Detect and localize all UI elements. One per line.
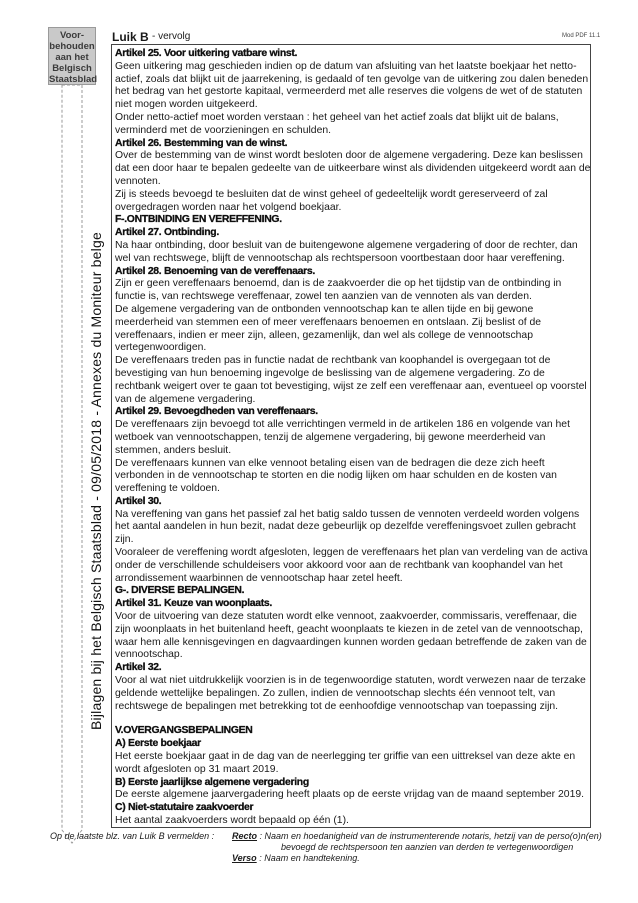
footer-instruction: Op de laatste blz. van Luik B vermelden : xyxy=(50,831,215,841)
stamp-line: aan het xyxy=(55,52,89,63)
article-heading: V.OVERGANGSBEPALINGEN xyxy=(115,725,253,737)
article-paragraph: Geen uitkering mag geschieden indien op de datum van afsluiting van het laatste boekjaar het netto-actief, zoals dat blijkt uit de jaarrekening, is gedaald of ten gevolge van de uitkering zou dalen beneden het bedrag van het gestorte kapitaal, vermeerderd met alle reserves die volgens de wet of de statuten niet mogen worden uitgekeerd. xyxy=(115,60,589,111)
article-paragraph: Vooraleer de vereffening wordt afgesloten, leggen de vereffenaars het plan van verdeling van de activa onder de verschillende schuldeisers voor akkoord voor aan de rechtbank van koophandel van het arrondissement waarbinnen de vennootschap haar zetel heeft. xyxy=(115,547,588,584)
article-paragraph: De eerste algemene jaarvergadering heeft plaats op de eerste vrijdag van de maand september 2019. xyxy=(115,789,585,801)
article-heading: F-.ONTBINDING EN VEREFFENING. xyxy=(115,214,282,226)
content-frame xyxy=(111,44,591,828)
footer-recto xyxy=(232,831,632,841)
footer-verso xyxy=(232,853,360,863)
stamp-line: Staatsblad xyxy=(49,74,98,85)
verso-text: : Naam en handtekening. xyxy=(259,853,360,863)
article-paragraph: Zij is steeds bevoegd te besluiten dat de winst geheel of gedeeltelijk wordt gereserveerd of zal overgedragen worden naar het volgend boekjaar. xyxy=(115,188,548,213)
article-heading: Artikel 30. xyxy=(115,495,162,507)
recto-label: Recto xyxy=(232,831,258,841)
article-paragraph: Het aantal zaakvoerders wordt bepaald op één (1). xyxy=(115,815,349,827)
article-paragraph: Het eerste boekjaar gaat in de dag van de neerlegging ter griffie van een uittreksel van deze akte en wordt afgesloten op 31 maart 2019. xyxy=(115,751,576,775)
article-paragraph: Voor de uitvoering van deze statuten wordt elke vennoot, zaakvoerder, commissaris, vereffenaar, die zijn woonplaats in het buitenland heeft, geacht woonplaats te kiezen in de zetel van de vennootschap, waar hem alle kennisgevingen en dagvaardingen kunnen worden gedaan betreffende de zaken van de vennootschap. xyxy=(115,611,587,661)
stamp-line: behouden xyxy=(49,41,95,52)
article-heading: Artikel 32. xyxy=(115,662,162,674)
article-heading: Artikel 31. Keuze van woonplaats. xyxy=(115,598,272,610)
side-annotation: Bijlagen bij het Belgisch Staatsblad - 09/05/2018 - Annexes du Moniteur belge xyxy=(88,232,104,730)
section-label: Luik B xyxy=(112,30,149,44)
article-paragraph: De vereffenaars kunnen van elke vennoot betaling eisen van de bedragen die deze zich heeft verbonden in de vennootschap te storten en die nodig lijken om haar schulden en de kosten van vereffening te voldoen. xyxy=(115,457,557,495)
article-heading: Artikel 27. Ontbinding. xyxy=(115,227,219,239)
article-heading: B) Eerste jaarlijkse algemene vergadering xyxy=(115,776,309,788)
stamp-arrow-icon xyxy=(56,85,88,845)
article-heading: Artikel 28. Benoeming van de vereffenaars. xyxy=(115,265,315,277)
stamp-line: Belgisch xyxy=(52,63,92,74)
reserved-stamp xyxy=(48,27,96,85)
stamp-line: Voor- xyxy=(59,30,85,41)
article-paragraph: Over de bestemming van de winst wordt besloten door de algemene vergadering. Deze kan beslissen dat een door haar te bepalen gedeelte van de uitkeerbare winst als dividenden uitgekeerd wordt aan de vennoten. xyxy=(115,150,591,187)
verso-label: Verso xyxy=(232,853,257,863)
article-paragraph: Onder netto-actief moet worden verstaan : het geheel van het actief zoals dat blijkt uit de balans, verminderd met de voorzieningen en schulden. xyxy=(115,111,559,136)
article-heading: Artikel 29. Bevoegdheden van vereffenaars. xyxy=(115,406,318,418)
spacer xyxy=(115,713,591,725)
article-paragraph: Zijn er geen vereffenaars benoemd, dan is de zaakvoerder die op het tijdstip van de ontbinding in functie is, van rechtswege vereffenaar, zowel ten aanzien van de vennoten als van derden. xyxy=(115,278,562,303)
article-heading: Artikel 25. Voor uitkering vatbare winst. xyxy=(115,48,298,59)
article-paragraph: Na haar ontbinding, door besluit van de buitengewone algemene vergadering of door de rechter, dan wel van rechtswege, blijft de vennootschap als rechtspersoon voortbestaan door haar vereffening. xyxy=(115,239,578,264)
continued-label: - vervolg xyxy=(152,31,191,42)
article-heading: G-. DIVERSE BEPALINGEN. xyxy=(115,585,245,597)
article-heading: C) Niet-statutaire zaakvoerder xyxy=(115,802,254,814)
statutes-text xyxy=(115,48,591,828)
article-heading: Artikel 26. Bestemming van de winst. xyxy=(115,137,288,149)
article-paragraph: De vereffenaars zijn bevoegd tot alle verrichtingen vermeld in de artikelen 186 en volgende van het wetboek van vennootschappen, tenzij de algemene vergadering, bij gewone meerderheid van stemmen, anders besluit. xyxy=(115,419,570,456)
article-paragraph: De algemene vergadering van de ontbonden vennootschap kan te allen tijde en bij gewone meerderheid van stemmen een of meer vereffenaars benoemen en ontslaan. Zij beslist of de vereffenaars, indien er meer zijn, alleen, gezamenlijk, dan wel als college de vennootschap vertegenwoordigen. xyxy=(115,303,542,354)
form-code: Mod PDF 11.1 xyxy=(562,33,601,39)
article-paragraph: Na vereffening van gans het passief zal het batig saldo tussen de vennoten verdeeld worden volgens het aantal aandelen in hun bezit, nadat deze gebeurlijk op dezelfde vereffeningsvoet zullen gebracht zijn. xyxy=(115,508,580,546)
article-heading: A) Eerste boekjaar xyxy=(115,738,201,750)
article-paragraph: Voor al wat niet uitdrukkelijk voorzien is in de tegenwoordige statuten, wordt verwezen naar de terzake geldende wettelijke bepalingen. Zo zullen, indien de vennootschap slechts één vennoot telt, van rechtswege de bepalingen met betrekking tot de eenhoofdige vennootschap van toepassing zijn. xyxy=(115,675,586,712)
footer-recto-continued: bevoegd de rechtspersoon ten aanzien van derden te vertegenwoordigen xyxy=(281,842,574,852)
recto-text: : Naam en hoedanigheid van de instrumenterende notaris, hetzij van de perso(o)n(en) xyxy=(259,831,602,841)
article-paragraph: De vereffenaars treden pas in functie nadat de rechtbank van koophandel is overgegaan tot de bevestiging van hun benoeming ingevolge de beslissing van de algemene vergadering. Zo de rechtbank weigert over te gaan tot bevestiging, wijst ze zelf een vereffenaar aan, eventueel op voorstel van de algemene vergadering. xyxy=(115,355,587,405)
